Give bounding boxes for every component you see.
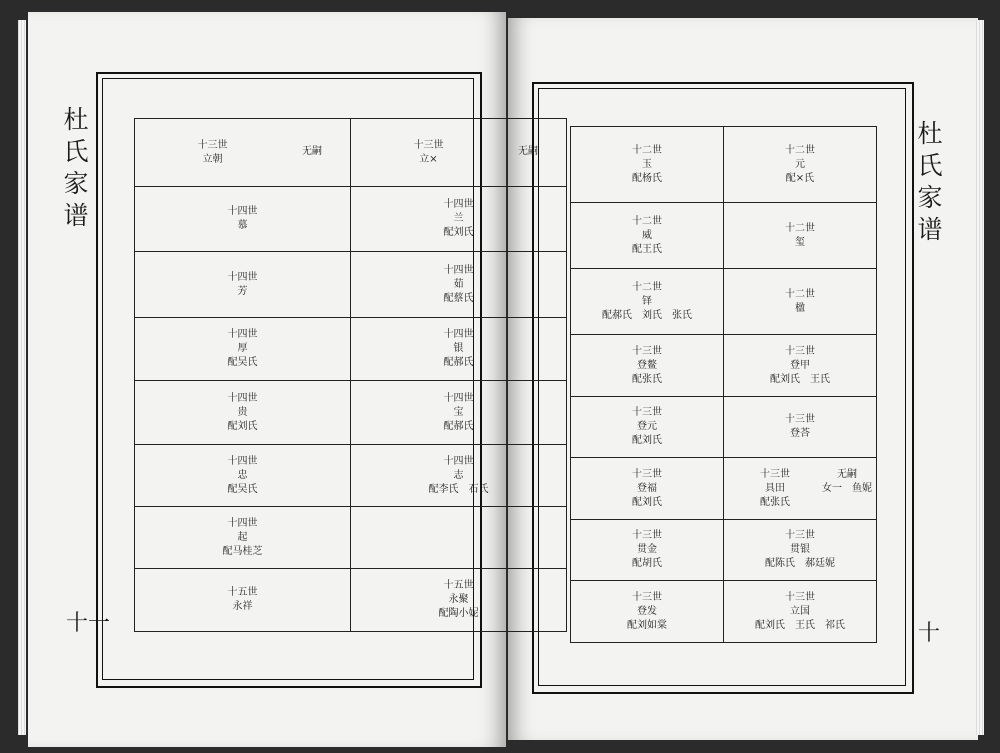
table-row — [571, 269, 877, 335]
genealogy-cell — [351, 119, 567, 187]
spouse-text: 配李氏 石氏 — [428, 483, 489, 495]
genealogy-cell — [571, 269, 724, 335]
person-name: 贯金 — [637, 544, 657, 555]
spouse-text: 配杨氏 — [632, 172, 662, 184]
genealogy-cell — [135, 187, 351, 252]
person-name: 立× — [419, 153, 438, 165]
table-row — [571, 458, 877, 520]
spouse-text: 配刘氏 王氏 — [770, 373, 830, 385]
left-genealogy-table — [134, 118, 567, 632]
table-row — [135, 381, 567, 445]
person-name: 登元 — [637, 421, 657, 432]
generation-label: 十五世 — [227, 587, 258, 598]
spouse-text: 配刘如棠 — [627, 619, 667, 631]
person-name: 立国 — [790, 605, 810, 617]
generation-label: 十二世 — [632, 144, 662, 156]
spouse-text: 配陈氏 郝廷妮 — [765, 558, 835, 569]
title-char: 家 — [917, 183, 943, 212]
spouse-text: 配胡氏 — [632, 558, 662, 569]
genealogy-cell — [351, 318, 567, 381]
spouse-text: 配郝氏 刘氏 张氏 — [602, 309, 692, 321]
genealogy-cell — [135, 119, 351, 187]
generation-label: 十四世 — [443, 392, 474, 404]
person-name: 厚 — [237, 343, 248, 354]
spouse-text: 配刘氏 王氏 祁氏 — [755, 619, 845, 631]
spouse-text: 配陶小妮 — [438, 608, 479, 619]
table-row — [571, 581, 877, 643]
generation-label: 十五世 — [443, 580, 474, 591]
person-name: 宝 — [453, 406, 464, 418]
spouse-text: 配刘氏 — [632, 496, 662, 508]
spouse-text: 配马桂芝 — [222, 545, 263, 557]
generation-label: 十四世 — [227, 329, 258, 340]
genealogy-cell — [351, 507, 567, 569]
generation-label: 十三世 — [632, 468, 662, 480]
person-name: 忠 — [237, 469, 248, 481]
person-name: 志 — [453, 469, 464, 481]
genealogy-cell — [351, 381, 567, 445]
person-name: 芳 — [237, 285, 248, 297]
genealogy-cell — [724, 581, 877, 643]
table-row — [571, 335, 877, 397]
generation-label: 十三世 — [760, 468, 790, 480]
genealogy-cell — [571, 581, 724, 643]
person-name: 威 — [642, 229, 652, 241]
left-book-title — [62, 104, 90, 232]
genealogy-cell — [351, 569, 567, 632]
spouse-text: 配郝氏 — [443, 420, 474, 432]
note-text: 无嗣 — [518, 146, 538, 157]
genealogy-cell — [571, 127, 724, 203]
person-name: 元 — [795, 158, 805, 170]
spouse-text: 配吴氏 — [227, 483, 258, 495]
spouse-text: 配刘氏 — [632, 435, 662, 446]
person-name: 具田 — [765, 482, 785, 494]
genealogy-cell — [724, 458, 877, 520]
person-name: 登荅 — [790, 428, 810, 439]
note-text: 无嗣 女一 鱼妮 — [822, 469, 872, 494]
genealogy-cell — [351, 445, 567, 507]
genealogy-cell — [135, 252, 351, 318]
genealogy-cell — [135, 507, 351, 569]
generation-label: 十三世 — [632, 591, 662, 603]
table-row — [135, 119, 567, 187]
generation-label: 十三世 — [197, 139, 228, 151]
generation-label: 十四世 — [443, 264, 474, 276]
genealogy-cell — [135, 318, 351, 381]
person-name: 永聚 — [448, 594, 469, 605]
genealogy-cell — [571, 397, 724, 458]
genealogy-cell — [571, 520, 724, 581]
generation-label: 十二世 — [785, 144, 815, 156]
generation-label: 十三世 — [632, 407, 662, 418]
right-genealogy-table — [570, 126, 877, 643]
title-char: 谱 — [917, 215, 943, 244]
spouse-text: 配张氏 — [760, 496, 790, 508]
note-text: 无嗣 — [302, 146, 322, 157]
generation-label: 十四世 — [227, 206, 258, 217]
title-char: 杜 — [917, 119, 943, 148]
genealogy-cell — [351, 187, 567, 252]
generation-label: 十四世 — [443, 455, 474, 467]
generation-label: 十四世 — [227, 392, 258, 404]
genealogy-cell — [724, 127, 877, 203]
table-row — [135, 569, 567, 632]
person-name: 茹 — [453, 278, 464, 290]
generation-label: 十二世 — [632, 281, 662, 293]
spouse-text: 配×氏 — [785, 172, 815, 184]
genealogy-cell — [571, 335, 724, 397]
person-name: 登甲 — [790, 359, 810, 371]
person-name: 楹 — [795, 302, 805, 314]
person-name: 登发 — [637, 605, 657, 617]
spouse-text: 配刘氏 — [443, 227, 474, 238]
generation-label: 十四世 — [443, 199, 474, 210]
table-row — [135, 445, 567, 507]
generation-label: 十三世 — [785, 414, 815, 425]
person-name: 铎 — [642, 295, 652, 307]
person-name: 起 — [237, 531, 248, 543]
person-name: 贵 — [237, 406, 248, 418]
genealogy-cell — [135, 445, 351, 507]
spouse-text: 配刘氏 — [227, 420, 258, 432]
generation-label: 十四世 — [227, 271, 258, 283]
title-char: 家 — [63, 169, 89, 198]
table-row — [135, 187, 567, 252]
generation-label: 十四世 — [227, 455, 258, 467]
generation-label: 十三世 — [785, 591, 815, 603]
left-page-number: 十一 — [66, 611, 111, 636]
generation-label: 十四世 — [227, 517, 258, 529]
table-row — [135, 318, 567, 381]
spouse-text: 配蔡氏 — [443, 292, 474, 304]
title-char: 谱 — [63, 201, 89, 230]
right-book-title — [916, 118, 944, 246]
genealogy-cell — [724, 335, 877, 397]
left-page-edge — [18, 20, 26, 735]
generation-label: 十三世 — [413, 139, 444, 151]
generation-label: 十二世 — [785, 288, 815, 300]
right-page-number: 十 — [918, 621, 941, 646]
person-name: 银 — [453, 343, 464, 354]
generation-label: 十四世 — [443, 329, 474, 340]
table-row — [571, 203, 877, 269]
spouse-text: 配张氏 — [632, 373, 662, 385]
table-row — [571, 397, 877, 458]
genealogy-cell — [571, 203, 724, 269]
title-char: 氏 — [63, 137, 89, 166]
genealogy-cell — [135, 569, 351, 632]
spouse-text: 配王氏 — [632, 243, 662, 255]
genealogy-cell — [135, 381, 351, 445]
title-char: 杜 — [63, 105, 89, 134]
person-name: 永祥 — [232, 601, 253, 612]
genealogy-cell — [724, 203, 877, 269]
generation-label: 十二世 — [785, 222, 815, 234]
generation-label: 十三世 — [785, 530, 815, 541]
table-row — [571, 520, 877, 581]
person-name: 慕 — [237, 220, 248, 231]
table-row — [135, 507, 567, 569]
spouse-text: 配吴氏 — [227, 357, 258, 368]
person-name: 立朝 — [202, 153, 223, 165]
right-page-edge — [976, 20, 984, 735]
person-name: 登福 — [637, 482, 657, 494]
genealogy-cell — [571, 458, 724, 520]
table-row — [135, 252, 567, 318]
generation-label: 十三世 — [785, 345, 815, 357]
person-name: 玺 — [795, 236, 805, 248]
generation-label: 十三世 — [632, 530, 662, 541]
table-row — [571, 127, 877, 203]
person-name: 玉 — [642, 158, 652, 170]
spouse-text: 配郝氏 — [443, 357, 474, 368]
genealogy-cell — [351, 252, 567, 318]
genealogy-cell — [724, 520, 877, 581]
genealogy-cell — [724, 397, 877, 458]
person-name: 兰 — [453, 213, 464, 224]
title-char: 氏 — [917, 151, 943, 180]
person-name: 贯银 — [790, 544, 810, 555]
generation-label: 十二世 — [632, 215, 662, 227]
person-name: 登鳌 — [637, 359, 657, 371]
genealogy-cell — [724, 269, 877, 335]
generation-label: 十三世 — [632, 345, 662, 357]
